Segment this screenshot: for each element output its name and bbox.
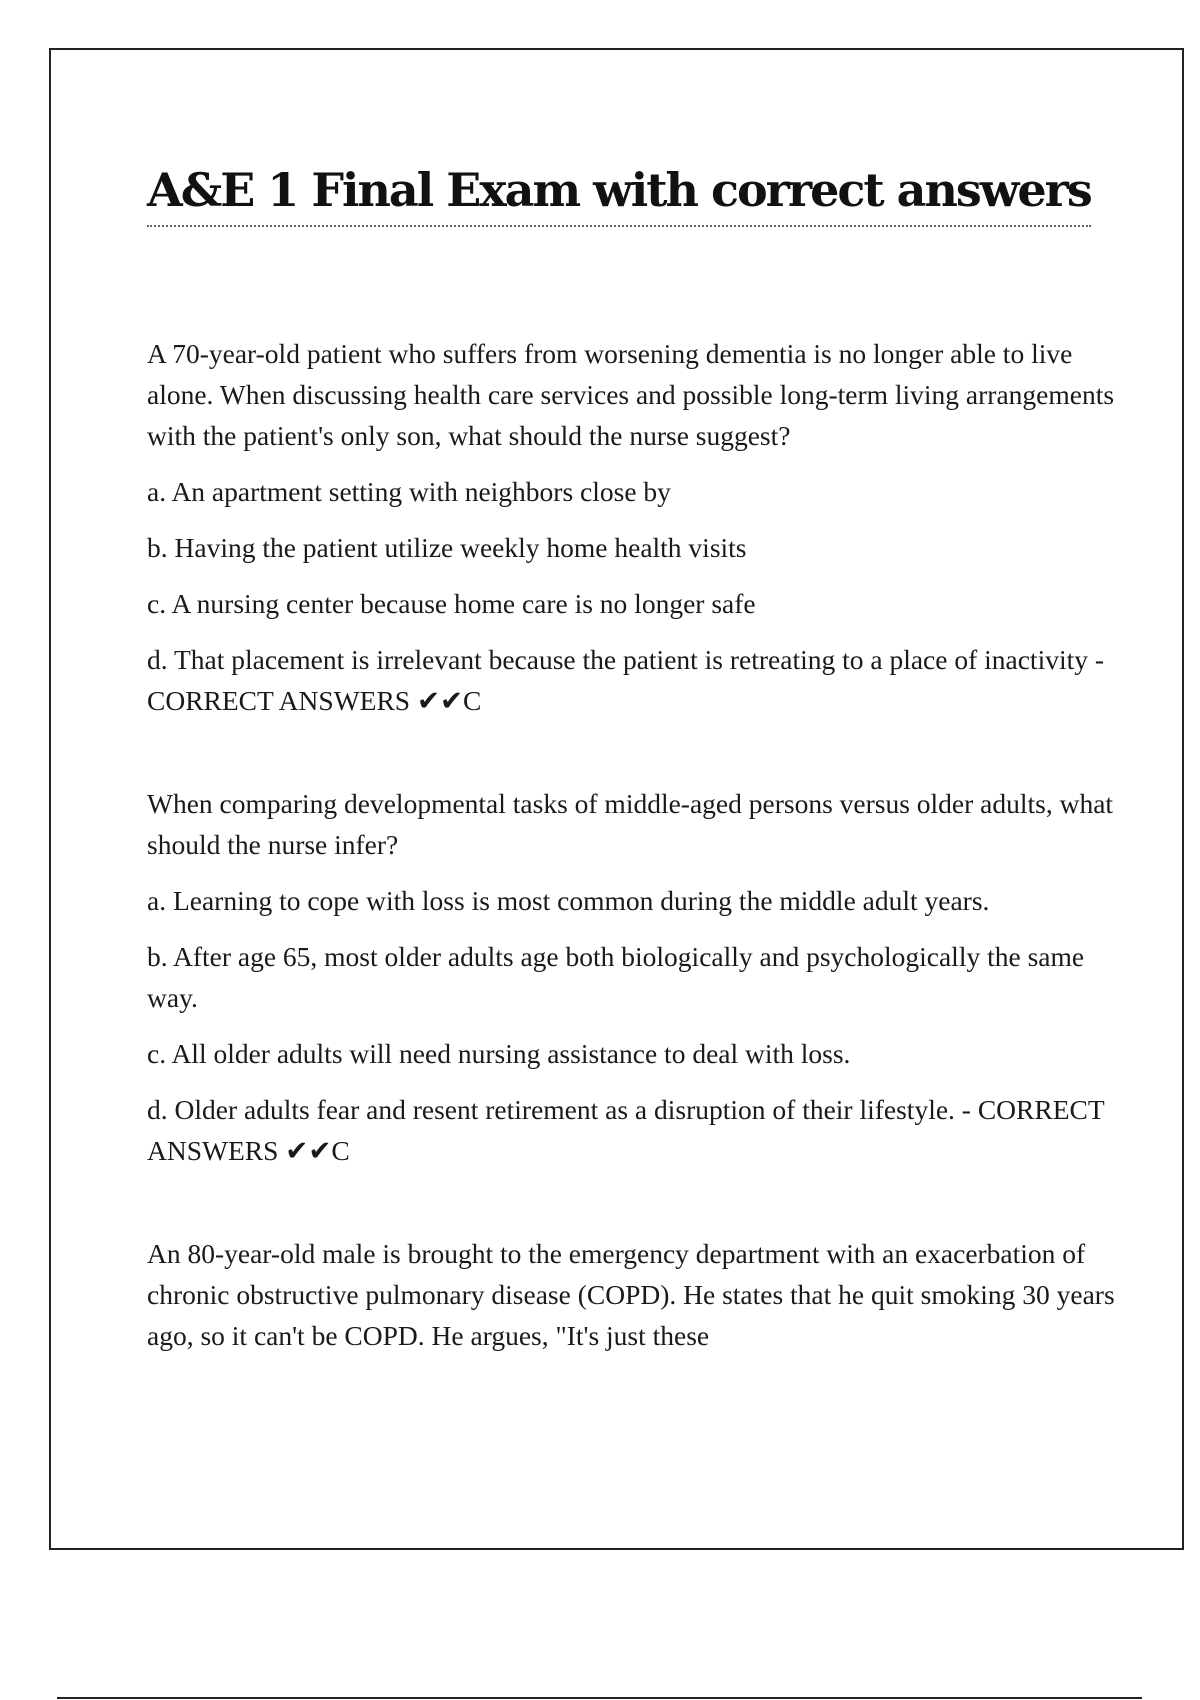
answer-option-d: d. Older adults fear and resent retirement as a disruption of their lifestyle. - CORRECT ANSWERS ✔✔C (147, 1094, 1105, 1166)
page-frame (49, 48, 1184, 1550)
question-3 (147, 1233, 1137, 1356)
answer-option-a: a. An apartment setting with neighbors close by (147, 476, 671, 507)
page-bottom-rule (57, 1697, 1142, 1699)
question-2 (147, 783, 1137, 1171)
document-content (147, 155, 1137, 1356)
question-stem: When comparing developmental tasks of middle-aged persons versus older adults, what should the nurse infer? (147, 788, 1114, 860)
answer-option-a: a. Learning to cope with loss is most common during the middle adult years. (147, 885, 990, 916)
question-stem: An 80-year-old male is brought to the emergency department with an exacerbation of chronic obstructive pulmonary disease (COPD). He states that he quit smoking 30 years ago, so it can't be COPD. He argues, "It's just these (147, 1238, 1115, 1351)
answer-option-d: d. That placement is irrelevant because the patient is retreating to a place of inactivity - CORRECT ANSWERS ✔✔C (147, 644, 1105, 716)
document-title: A&E 1 Final Exam with correct answers (147, 155, 1091, 227)
question-stem: A 70-year-old patient who suffers from worsening dementia is no longer able to live alone. When discussing health care services and possible long-term living arrangements with the patient's only son, what should the nurse suggest? (147, 338, 1115, 451)
question-1 (147, 333, 1137, 721)
answer-option-c: c. A nursing center because home care is no longer safe (147, 588, 756, 619)
answer-option-c: c. All older adults will need nursing assistance to deal with loss. (147, 1038, 851, 1069)
answer-option-b: b. Having the patient utilize weekly home health visits (147, 532, 747, 563)
answer-option-b: b. After age 65, most older adults age both biologically and psychologically the same way. (147, 941, 1085, 1013)
